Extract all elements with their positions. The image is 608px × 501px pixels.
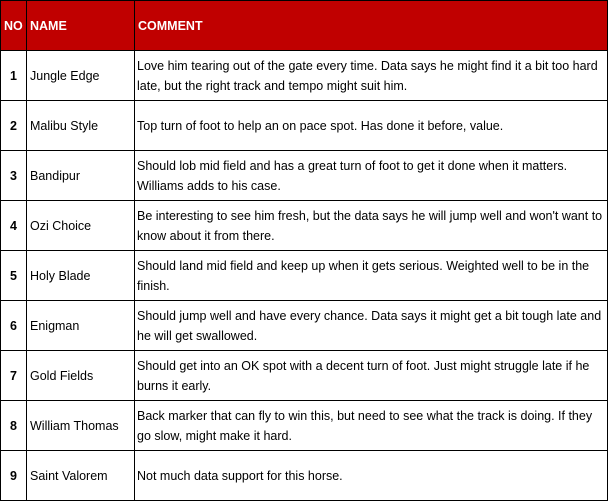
row-number: 3 <box>1 151 27 201</box>
horse-name: Holy Blade <box>27 251 135 301</box>
table-row <box>1 151 608 201</box>
horse-name: Saint Valorem <box>27 451 135 501</box>
row-number: 5 <box>1 251 27 301</box>
row-number: 8 <box>1 401 27 451</box>
table-header <box>1 1 608 51</box>
table-row <box>1 201 608 251</box>
row-number: 2 <box>1 101 27 151</box>
table-row <box>1 251 608 301</box>
table-row <box>1 451 608 501</box>
header-name: NAME <box>27 1 135 51</box>
horse-name: Jungle Edge <box>27 51 135 101</box>
horse-comment: Should jump well and have every chance. Data says it might get a bit tough late and he will get swallowed. <box>135 301 608 351</box>
header-row <box>1 1 608 51</box>
row-number: 4 <box>1 201 27 251</box>
horse-name: Malibu Style <box>27 101 135 151</box>
row-number: 9 <box>1 451 27 501</box>
row-number: 7 <box>1 351 27 401</box>
header-comment: COMMENT <box>135 1 608 51</box>
table-row <box>1 401 608 451</box>
horse-comment: Be interesting to see him fresh, but the data says he will jump well and won't want to know about it from there. <box>135 201 608 251</box>
horse-comment: Should land mid field and keep up when it gets serious. Weighted well to be in the finish. <box>135 251 608 301</box>
horse-name: Bandipur <box>27 151 135 201</box>
horse-comment: Should lob mid field and has a great turn of foot to get it done when it matters. Williams adds to his case. <box>135 151 608 201</box>
horse-comment: Not much data support for this horse. <box>135 451 608 501</box>
horse-comment: Top turn of foot to help an on pace spot. Has done it before, value. <box>135 101 608 151</box>
horse-comment: Back marker that can fly to win this, but need to see what the track is doing. If they go slow, might make it hard. <box>135 401 608 451</box>
header-no: NO <box>1 1 27 51</box>
horse-comment: Love him tearing out of the gate every time. Data says he might find it a bit too hard late, but the right track and tempo might suit him. <box>135 51 608 101</box>
row-number: 6 <box>1 301 27 351</box>
horse-name: William Thomas <box>27 401 135 451</box>
table-body <box>1 51 608 501</box>
table-row <box>1 301 608 351</box>
horse-name: Gold Fields <box>27 351 135 401</box>
table-row <box>1 101 608 151</box>
horse-name: Ozi Choice <box>27 201 135 251</box>
table-row <box>1 351 608 401</box>
horse-name: Enigman <box>27 301 135 351</box>
row-number: 1 <box>1 51 27 101</box>
horse-comment: Should get into an OK spot with a decent turn of foot. Just might struggle late if he burns it early. <box>135 351 608 401</box>
table-row <box>1 51 608 101</box>
